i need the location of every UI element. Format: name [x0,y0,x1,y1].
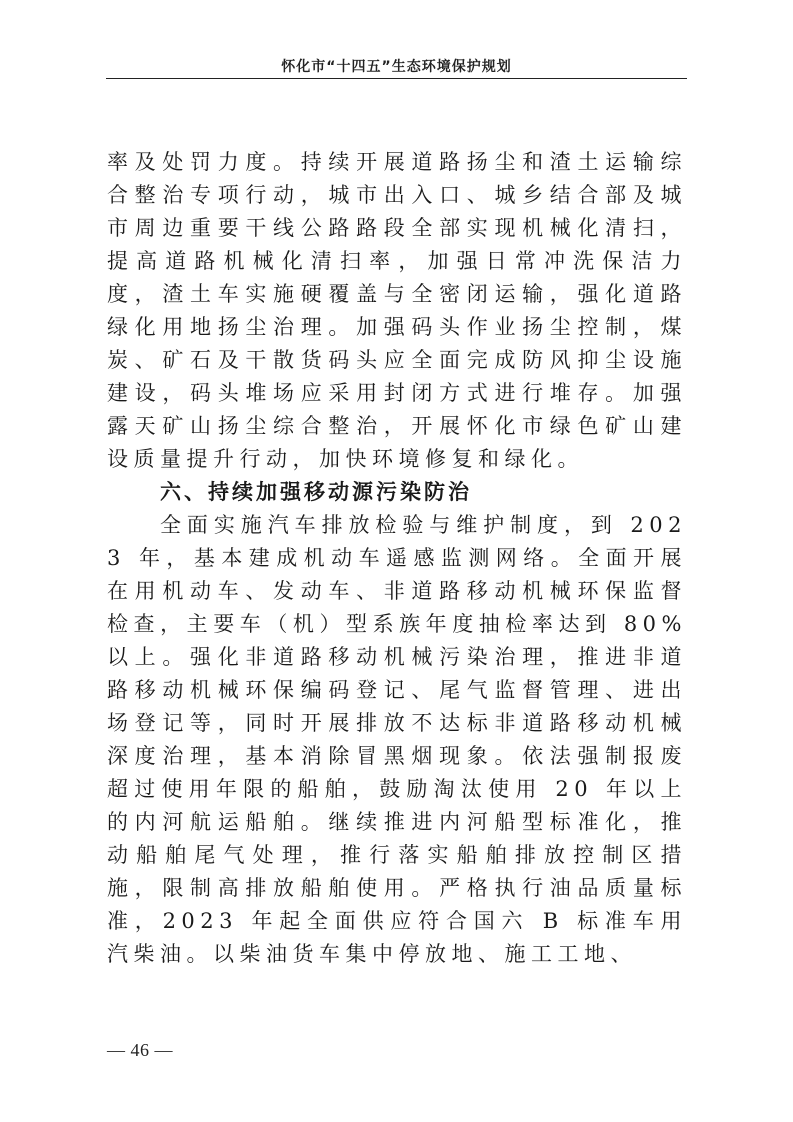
body-paragraph-continued: 率及处罚力度。持续开展道路扬尘和渣土运输综合整治专项行动，城市出入口、城乡结合部及城市周边重要干线公路路段全部实现机械化清扫，提高道路机械化清扫率，加强日常冲洗保洁力度，渣土车实施硬覆盖与全密闭运输，强化道路绿化用地扬尘治理。加强码头作业扬尘控制，煤炭、矿石及干散货码头应全面完成防风抑尘设施建设，码头堆场应采用封闭方式进行堆存。加强露天矿山扬尘综合整治，开展怀化市绿色矿山建设质量提升行动，加快环境修复和绿化。 [107,150,687,471]
page-number: — 46 — [107,1040,173,1060]
running-header-title: 怀化市“十四五”生态环境保护规划 [281,59,512,75]
main-content [107,146,687,971]
body-paragraph: 全面实施汽车排放检验与维护制度，到 2023 年，基本建成机动车遥感监测网络。全面开展在用机动车、发动车、非道路移动机械环保监督检查，主要车（机）型系族年度抽检率达到 80%以上。强化非道路移动机械污染治理，推进非道路移动机械环保编码登记、尾气监督管理、进出场登记等，同时开展排放不达标非道路移动机械深度治理，基本消除冒黑烟现象。依法强制报废超过使用年限的船舶，鼓励淘汰使用 20 年以上的内河航运船舶。继续推进内河船型标准化，推动船舶尾气处理，推行落实船舶排放控制区措施，限制高排放船舶使用。严格执行油品质量标准，2023 年起全面供应符合国六 B 标准车用汽柴油。以柴油货车集中停放地、施工工地、 [107,513,687,966]
header-divider [106,78,687,79]
section-heading: 六、持续加强移动源污染防治 [160,480,472,504]
